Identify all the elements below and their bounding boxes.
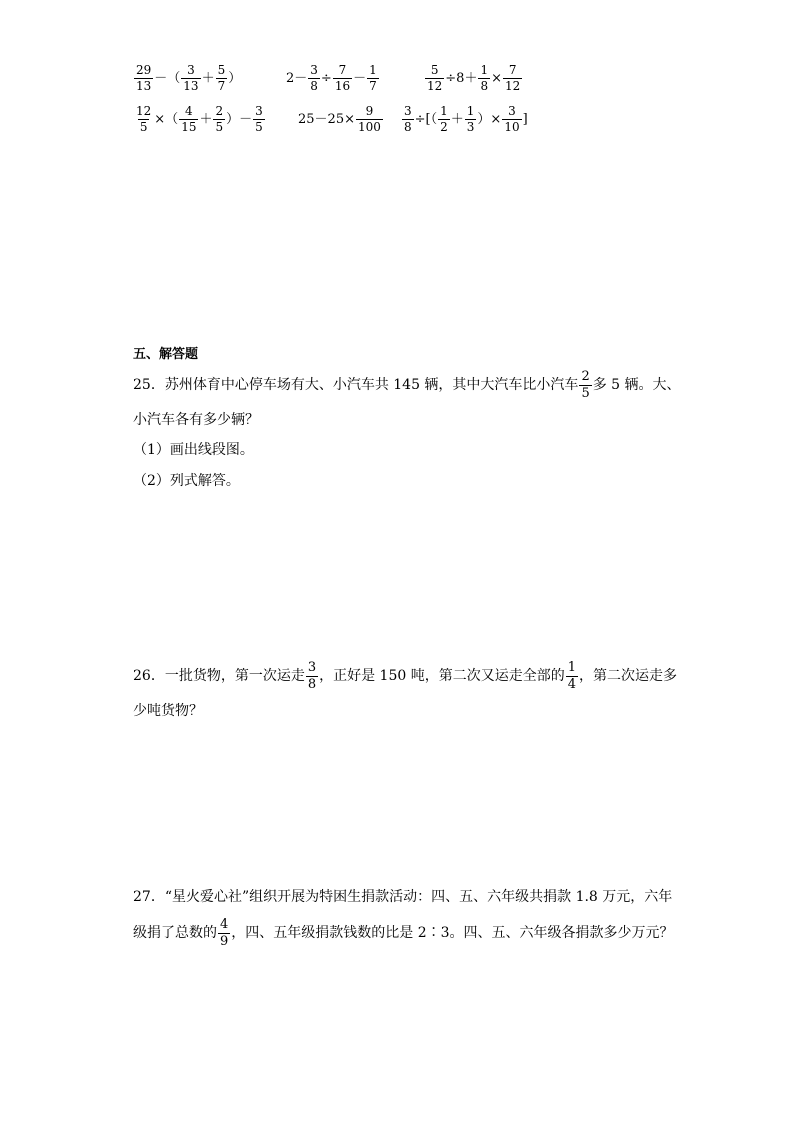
fraction: $\frac{1}{2}$ [440,104,448,134]
fraction: $\frac{3}{5}$ [255,104,263,134]
question-25-sub-1: （1）画出线段图。 [133,442,254,458]
fraction: $\frac{1}{4}$ [567,660,577,692]
question-25-sub-2: （2）列式解答。 [133,473,240,489]
fraction: $\frac{2}{5}$ [215,104,224,134]
question-25-line-1: 25．苏州体育中心停车场有大、小汽车共 145 辆，其中大汽车比小汽车 $\frac{2}{5}$ 多 5 辆。大、 [133,369,681,401]
fraction: $\frac{29}{13}$ [136,63,152,93]
fraction: $\frac{3}{8}$ [307,660,317,692]
calc-expression-2: 2－ $\frac{3}{8}$ ÷ $\frac{7}{16}$ － $\frac{1}{7}$ [286,63,377,93]
calc-expression-5: 25－25× $\frac{9}{100}$ [298,104,381,134]
fraction: $\frac{1}{8}$ [480,63,489,93]
question-27-line-2: 级捐了总数的 $\frac{4}{9}$ ，四、五年级捐款钱数的比是 2∶3。四、五、六年级各捐款多少万元？ [133,917,674,949]
question-26-line-2: 少吨货物？ [133,703,203,719]
fraction: $\frac{2}{5}$ [581,369,590,401]
question-25-line-2: 小汽车各有多少辆？ [133,412,259,428]
fraction: $\frac{12}{5}$ [136,104,152,134]
calc-expression-6: $\frac{3}{8}$ ÷[（ $\frac{1}{2}$ ＋ $\frac{1}{3}$ ）× $\frac{3}{10}$ ] [404,104,528,134]
fraction: $\frac{9}{100}$ [357,104,381,134]
question-27-line-1: 27．“星火爱心社”组织开展为特困生捐款活动：四、五、六年级共捐款 1.8 万元，六年 [133,889,673,905]
fraction: $\frac{5}{7}$ [217,63,226,93]
fraction: $\frac{3}{8}$ [310,63,318,93]
fraction: $\frac{7}{12}$ [505,63,521,93]
fraction: $\frac{4}{15}$ [181,104,197,134]
fraction: $\frac{3}{8}$ [404,104,412,134]
fraction: $\frac{1}{7}$ [369,63,377,93]
fraction: $\frac{7}{16}$ [334,63,351,93]
fraction: $\frac{3}{13}$ [183,63,199,93]
calc-expression-3: $\frac{5}{12}$ ÷8＋ $\frac{1}{8}$ × $\frac{7}{12}$ [427,63,521,93]
fraction: $\frac{3}{10}$ [504,104,520,134]
fraction: $\frac{1}{3}$ [466,104,475,134]
question-26-line-1: 26．一批货物，第一次运走 $\frac{3}{8}$ ，正好是 150 吨，第二次又运走全部的 $\frac{1}{4}$ ，第二次运走多 [133,660,678,692]
calc-expression-4: $\frac{12}{5}$ ×（ $\frac{4}{15}$ ＋ $\frac{2}{5}$ ）－ $\frac{3}{5}$ [136,104,263,134]
calc-expression-1: $\frac{29}{13}$ －（ $\frac{3}{13}$ ＋ $\frac{5}{7}$ ） [136,63,242,93]
fraction: $\frac{5}{12}$ [427,63,443,93]
fraction: $\frac{4}{9}$ [220,917,229,949]
section-heading: 五、解答题 [133,347,199,362]
